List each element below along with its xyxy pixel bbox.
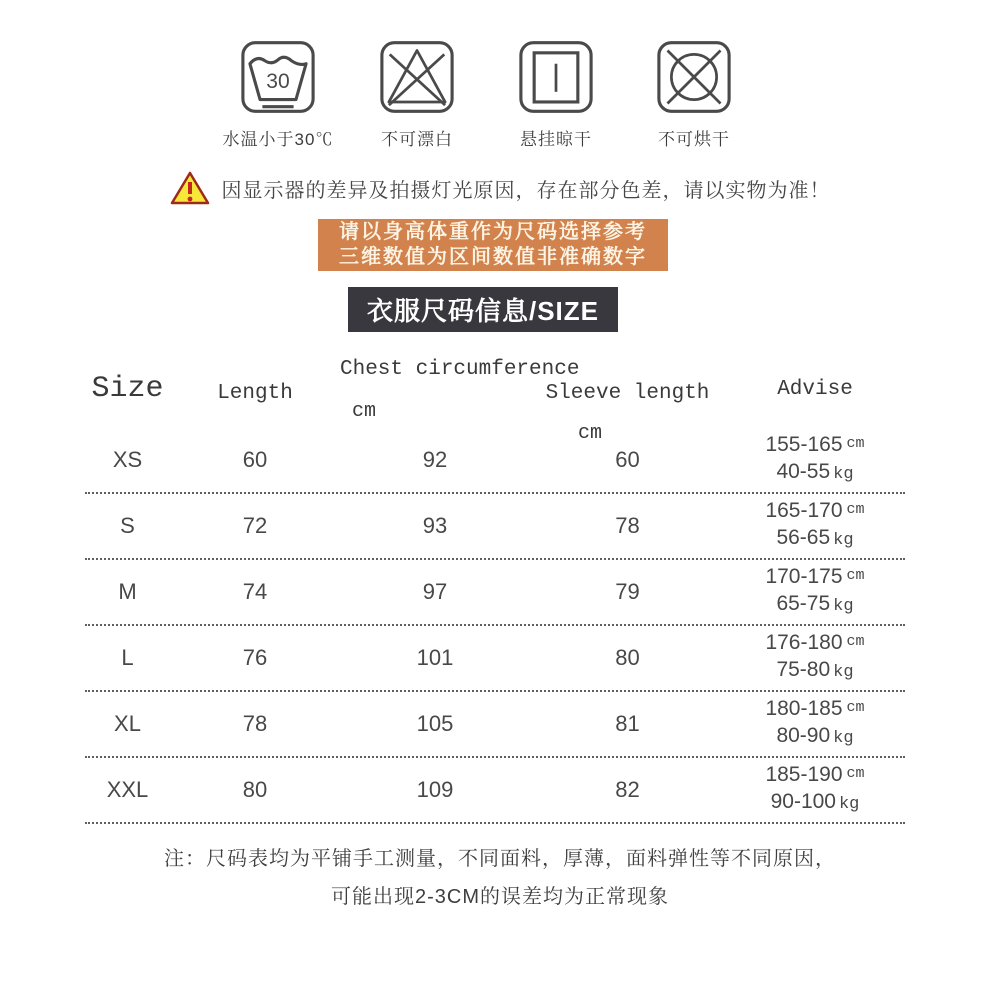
advise-cell: 180-185 cm 80-90 kg <box>765 697 865 748</box>
sleeve-cell: 60 <box>615 447 640 472</box>
chest-cell: 101 <box>416 645 454 670</box>
table-row-xxl <box>85 758 905 824</box>
length-cell: 60 <box>242 447 268 472</box>
sleeve-cell: 82 <box>615 777 640 802</box>
table-row-m <box>85 560 905 626</box>
care-label-wash: 水温小于30℃ <box>222 130 334 149</box>
advise-cell: 170-175 cm 65-75 kg <box>765 565 865 616</box>
header-size: Size <box>91 372 164 406</box>
footnote-line-2: 可能出现2-3CM的误差均为正常现象 <box>330 886 669 908</box>
chest-cell: 105 <box>416 711 454 736</box>
table-row-xl <box>85 692 905 758</box>
size-cell: XS <box>112 447 143 472</box>
wash-30-icon <box>239 36 317 118</box>
header-length: Length <box>217 382 293 405</box>
notice-text: 因显示器的差异及拍摄灯光原因，存在部分色差，请以实物为准！ <box>221 179 831 202</box>
table-row-l <box>85 626 905 692</box>
advise-cell: 155-165 cm 40-55 kg <box>765 433 865 484</box>
care-item-no-bleach <box>347 36 487 150</box>
care-item-wash <box>208 36 348 150</box>
header-advise: Advise <box>777 378 853 401</box>
length-cell: 80 <box>242 777 268 802</box>
length-cell: 72 <box>242 513 268 538</box>
length-cell: 74 <box>242 579 268 604</box>
warning-icon <box>170 170 210 206</box>
table-row-xs <box>85 428 905 494</box>
length-cell: 78 <box>242 711 268 736</box>
care-item-no-tumble-dry <box>624 36 764 150</box>
advise-cell: 165-170 cm 56-65 kg <box>765 499 865 550</box>
svg-text:30: 30 <box>266 69 290 93</box>
no-bleach-icon <box>378 36 456 118</box>
size-cell: M <box>118 579 137 604</box>
measurement-footnote <box>0 840 1000 916</box>
length-cell: 76 <box>242 645 268 670</box>
table-row-s <box>85 494 905 560</box>
care-label-no-tumble-dry: 不可烘干 <box>658 130 730 149</box>
care-label-hang-dry: 悬挂晾干 <box>520 130 592 149</box>
chest-cell: 109 <box>416 777 454 802</box>
size-cell: XXL <box>106 777 149 802</box>
size-info-title: 衣服尺码信息/SIZE <box>348 287 618 332</box>
size-table <box>85 352 905 824</box>
care-label-no-bleach: 不可漂白 <box>381 130 453 149</box>
table-header <box>85 352 905 445</box>
chest-cell: 93 <box>422 513 448 538</box>
chest-cell: 97 <box>422 579 448 604</box>
hang-dry-icon <box>517 36 595 118</box>
footnote-line-1: 注：尺码表均为平铺手工测量，不同面料，厚薄，面料弹性等不同原因， <box>164 848 836 870</box>
tip-banner <box>318 219 668 271</box>
advise-cell: 176-180 cm 75-80 kg <box>765 631 865 682</box>
chest-cell: 92 <box>422 447 448 472</box>
no-tumble-dry-icon <box>655 36 733 118</box>
sleeve-cell: 80 <box>615 645 640 670</box>
advise-cell: 185-190 cm 90-100 kg <box>765 763 865 814</box>
size-cell: S <box>120 513 135 538</box>
header-chest: Chest circumference <box>340 358 580 381</box>
care-item-hang-dry <box>486 36 626 150</box>
sleeve-cell: 81 <box>615 711 640 736</box>
sleeve-cell: 79 <box>615 579 640 604</box>
tip-line-1: 请以身高体重作为尺码选择参考 <box>339 221 647 243</box>
size-cell: L <box>121 645 134 670</box>
size-cell: XL <box>114 711 141 736</box>
header-sleeve-unit: cm <box>578 422 603 445</box>
header-chest-unit: cm <box>352 400 377 423</box>
header-sleeve: Sleeve length <box>545 382 710 405</box>
color-difference-notice <box>0 170 1000 206</box>
tip-line-2: 三维数值为区间数值非准确数字 <box>339 246 647 268</box>
sleeve-cell: 78 <box>615 513 640 538</box>
